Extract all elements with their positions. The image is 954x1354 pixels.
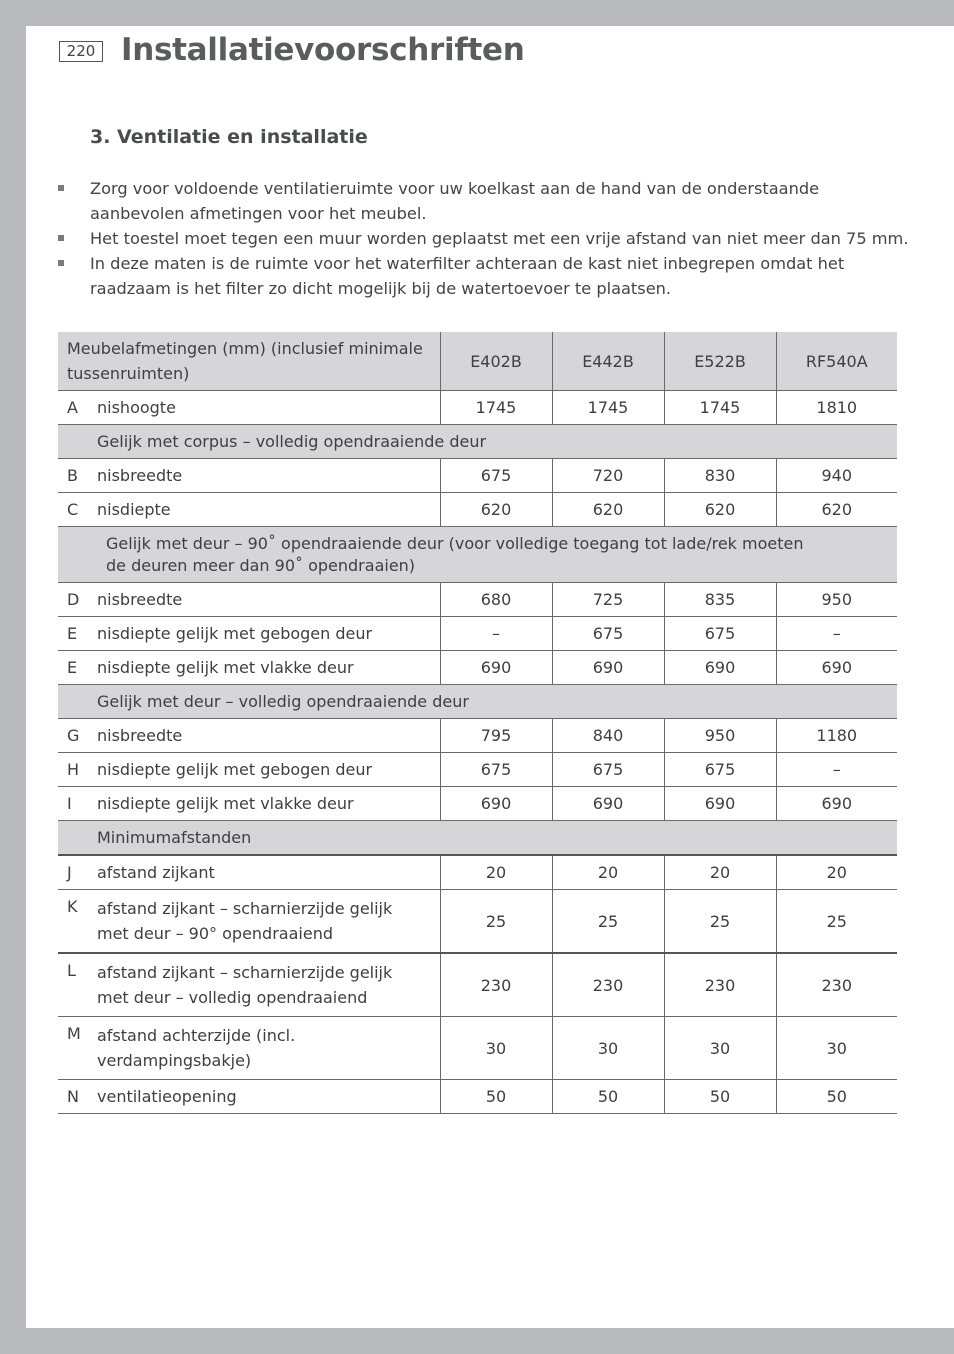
row-value: 50 xyxy=(440,1080,552,1114)
row-letter: L xyxy=(58,953,97,1017)
bullet-text: Zorg voor voldoende ventilatieruimte voor uw koelkast aan de hand van de onderstaande aanbevolen afmetingen voor het meubel. xyxy=(90,179,820,223)
table-row xyxy=(58,391,897,425)
row-value: 620 xyxy=(552,493,664,527)
row-value: 25 xyxy=(440,890,552,954)
row-label: nisbreedte xyxy=(97,459,440,493)
row-letter: A xyxy=(58,391,97,425)
row-value: 690 xyxy=(552,787,664,821)
row-label: nishoogte xyxy=(97,391,440,425)
row-value: 720 xyxy=(552,459,664,493)
header-model: RF540A xyxy=(776,332,897,391)
row-value: 620 xyxy=(776,493,897,527)
row-letter: K xyxy=(58,890,97,954)
row-value: 20 xyxy=(664,855,776,890)
table-row xyxy=(58,1017,897,1080)
row-value: 950 xyxy=(776,583,897,617)
table-row xyxy=(58,459,897,493)
subheader-label: Gelijk met deur – 90˚ opendraaiende deur (voor volledige toegang tot lade/rek moeten de deuren meer dan 90˚ opendraaien) xyxy=(97,527,897,583)
row-value: 30 xyxy=(552,1017,664,1080)
row-letter: C xyxy=(58,493,97,527)
subheader-row xyxy=(58,425,897,459)
header-model: E402B xyxy=(440,332,552,391)
subheader-spacer xyxy=(58,425,97,459)
subheader-label: Gelijk met corpus – volledig opendraaiende deur xyxy=(97,425,897,459)
bullet-square-icon xyxy=(58,185,64,191)
row-value: 675 xyxy=(440,459,552,493)
row-value: 230 xyxy=(776,953,897,1017)
row-label: afstand zijkant – scharnierzijde gelijk met deur – 90° opendraaiend xyxy=(97,890,440,954)
row-value: 50 xyxy=(776,1080,897,1114)
row-value: 230 xyxy=(664,953,776,1017)
row-label: afstand achterzijde (incl. verdampingsbakje) xyxy=(97,1017,440,1080)
row-value: 830 xyxy=(664,459,776,493)
row-value: 20 xyxy=(776,855,897,890)
row-value: 835 xyxy=(664,583,776,617)
page-number: 220 xyxy=(59,41,103,62)
row-value: 25 xyxy=(776,890,897,954)
row-value: 725 xyxy=(552,583,664,617)
row-value: 50 xyxy=(552,1080,664,1114)
row-label: nisdiepte gelijk met vlakke deur xyxy=(97,651,440,685)
subheader-row xyxy=(58,685,897,719)
row-label: nisbreedte xyxy=(97,719,440,753)
row-label: nisdiepte gelijk met gebogen deur xyxy=(97,753,440,787)
row-value: – xyxy=(776,753,897,787)
table-row xyxy=(58,651,897,685)
row-value: 690 xyxy=(776,651,897,685)
row-value: 940 xyxy=(776,459,897,493)
row-letter: E xyxy=(58,651,97,685)
bullet-square-icon xyxy=(58,235,64,241)
row-letter: N xyxy=(58,1080,97,1114)
bullet-item xyxy=(58,176,918,226)
row-value: 30 xyxy=(776,1017,897,1080)
subheader-spacer xyxy=(58,821,97,856)
row-value: 690 xyxy=(776,787,897,821)
row-letter: D xyxy=(58,583,97,617)
header-model: E442B xyxy=(552,332,664,391)
table-header-row xyxy=(58,332,897,391)
row-value: 1745 xyxy=(440,391,552,425)
row-label: nisbreedte xyxy=(97,583,440,617)
table-row xyxy=(58,719,897,753)
row-value: – xyxy=(776,617,897,651)
row-label: afstand zijkant – scharnierzijde gelijk met deur – volledig opendraaiend xyxy=(97,953,440,1017)
row-label: nisdiepte gelijk met gebogen deur xyxy=(97,617,440,651)
row-letter: B xyxy=(58,459,97,493)
table-row xyxy=(58,953,897,1017)
row-value: 25 xyxy=(664,890,776,954)
header-description: Meubelafmetingen (mm) (inclusief minimale tussenruimten) xyxy=(58,332,440,391)
bullet-text: Het toestel moet tegen een muur worden geplaatst met een vrije afstand van niet meer dan 75 mm. xyxy=(90,229,909,248)
subheader-spacer xyxy=(58,685,97,719)
table-row xyxy=(58,890,897,954)
row-value: 30 xyxy=(440,1017,552,1080)
row-value: 675 xyxy=(664,617,776,651)
row-value: 1745 xyxy=(552,391,664,425)
table-row xyxy=(58,493,897,527)
bullet-item xyxy=(58,226,918,251)
table-row xyxy=(58,617,897,651)
row-letter: I xyxy=(58,787,97,821)
row-value: 25 xyxy=(552,890,664,954)
subheader-row xyxy=(58,527,897,583)
row-value: 795 xyxy=(440,719,552,753)
row-letter: M xyxy=(58,1017,97,1080)
bullet-square-icon xyxy=(58,260,64,266)
row-value: 230 xyxy=(440,953,552,1017)
row-value: 1180 xyxy=(776,719,897,753)
row-value: 675 xyxy=(664,753,776,787)
row-value: 690 xyxy=(440,651,552,685)
subheader-spacer xyxy=(58,527,97,583)
row-value: 690 xyxy=(552,651,664,685)
section-heading: 3. Ventilatie en installatie xyxy=(90,126,368,148)
row-value: 20 xyxy=(552,855,664,890)
row-value: – xyxy=(440,617,552,651)
row-label: ventilatieopening xyxy=(97,1080,440,1114)
row-letter: G xyxy=(58,719,97,753)
row-value: 20 xyxy=(440,855,552,890)
table-row xyxy=(58,583,897,617)
row-value: 675 xyxy=(552,617,664,651)
row-letter: E xyxy=(58,617,97,651)
row-value: 690 xyxy=(664,787,776,821)
row-value: 230 xyxy=(552,953,664,1017)
table-row xyxy=(58,753,897,787)
table-row xyxy=(58,787,897,821)
bullet-item xyxy=(58,251,918,301)
row-value: 690 xyxy=(664,651,776,685)
page xyxy=(26,26,954,1328)
row-label: afstand zijkant xyxy=(97,855,440,890)
row-letter: J xyxy=(58,855,97,890)
bullet-list xyxy=(58,176,918,301)
row-value: 1810 xyxy=(776,391,897,425)
row-value: 50 xyxy=(664,1080,776,1114)
row-label: nisdiepte gelijk met vlakke deur xyxy=(97,787,440,821)
row-value: 675 xyxy=(552,753,664,787)
row-value: 840 xyxy=(552,719,664,753)
page-title: Installatievoorschriften xyxy=(121,32,525,68)
table-row xyxy=(58,1080,897,1114)
dimensions-table xyxy=(58,332,897,1114)
row-value: 620 xyxy=(664,493,776,527)
row-value: 690 xyxy=(440,787,552,821)
subheader-label: Gelijk met deur – volledig opendraaiende deur xyxy=(97,685,897,719)
row-value: 620 xyxy=(440,493,552,527)
row-value: 30 xyxy=(664,1017,776,1080)
subheader-row xyxy=(58,821,897,856)
row-value: 950 xyxy=(664,719,776,753)
bullet-text: In deze maten is de ruimte voor het waterfilter achteraan de kast niet inbegrepen omdat het raadzaam is het filter zo dicht mogelijk bij de watertoevoer te plaatsen. xyxy=(90,254,845,298)
row-value: 675 xyxy=(440,753,552,787)
table-row xyxy=(58,855,897,890)
subheader-label: Minimumafstanden xyxy=(97,821,897,856)
row-label: nisdiepte xyxy=(97,493,440,527)
row-letter: H xyxy=(58,753,97,787)
header-model: E522B xyxy=(664,332,776,391)
row-value: 680 xyxy=(440,583,552,617)
row-value: 1745 xyxy=(664,391,776,425)
